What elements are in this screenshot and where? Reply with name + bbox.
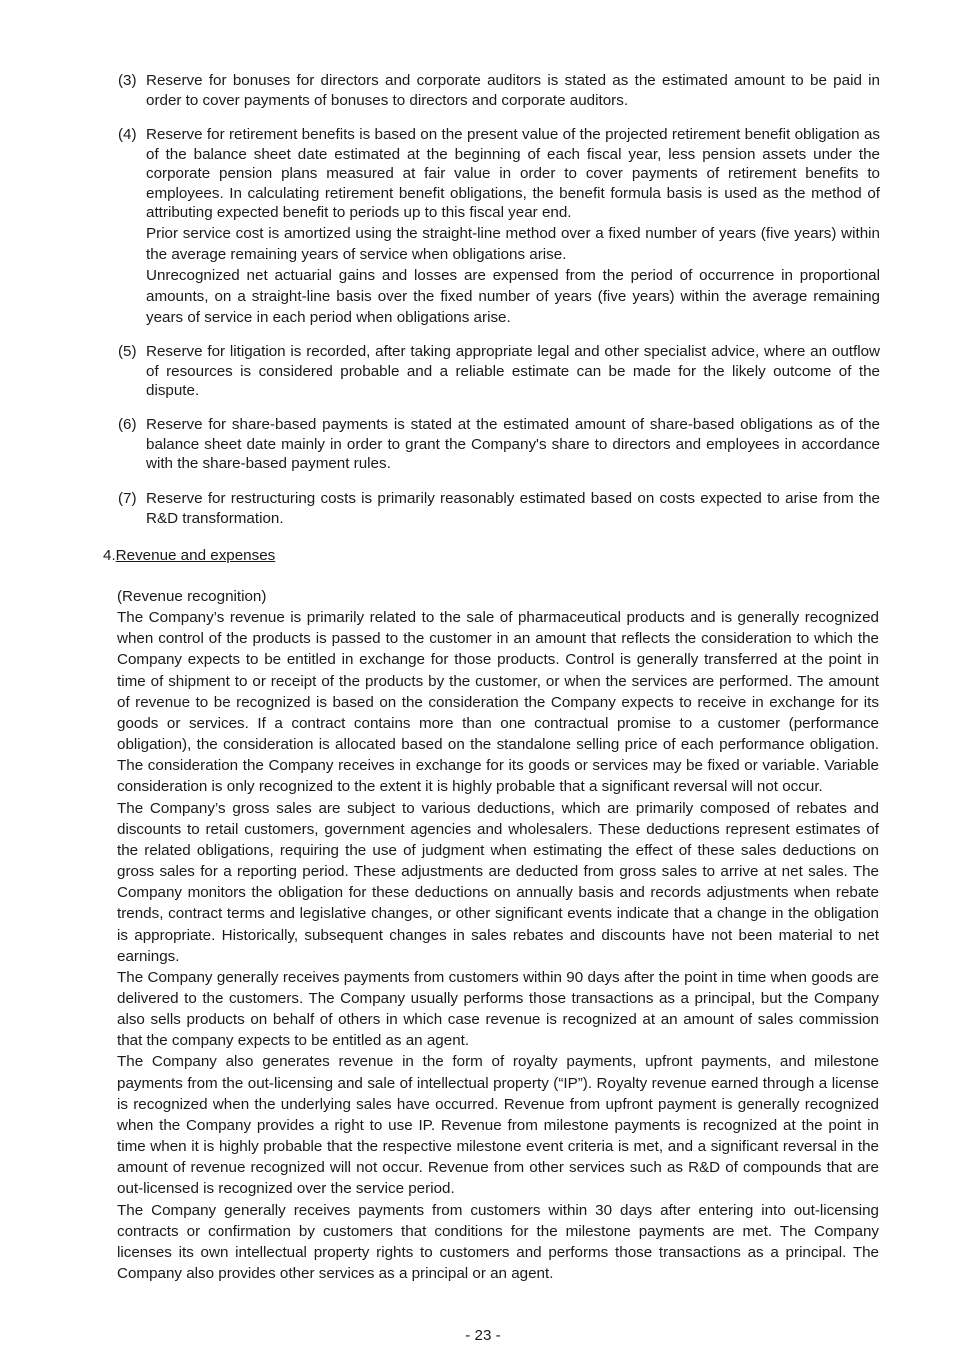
- section-paragraph: The Company also generates revenue in the form of royalty payments, upfront payments, and milestone payments from the out-licensing and sale of intellectual property (“IP”). Royalty revenue earned through a license is recognized when the underlying sales have occurred. Revenue from upfront payment is generally recognized when the Company provides a right to use IP. Revenue from milestone payments is recognized at the point in time when it is highly probable that the respective milestone event criteria is met, and a significant reversal in the amount of revenue recognized will not occur. Revenue from other services such as R&D of compounds that are out-licensed is recognized over the service period.: [117, 1053, 879, 1198]
- item-5: [118, 342, 880, 401]
- item-paragraph: Reserve for retirement benefits is based on the present value of the projected retirement benefit obligation as of the balance sheet date estimated at the beginning of each fiscal year, less pension assets under the corporate pension plans measured at fair value in order to cover payments of retirement benefits to employees. In calculating retirement benefit obligations, the benefit formula basis is used as the method of attributing expected benefit to periods up to this fiscal year end.: [146, 126, 880, 222]
- item-paragraph: Reserve for restructuring costs is primarily reasonably estimated based on costs expected to arise from the R&D transformation.: [146, 490, 880, 527]
- section-body: [117, 586, 879, 1284]
- page-number: - 23 -: [465, 1327, 501, 1344]
- item-paragraph: Prior service cost is amortized using the straight-line method over a fixed number of years (five years) within the average remaining years of service when obligations arise.: [146, 224, 880, 263]
- item-6: [118, 415, 880, 474]
- section-number: 4.: [103, 547, 116, 564]
- section-title: Revenue and expenses: [115, 547, 276, 564]
- section-heading: [103, 546, 275, 566]
- item-number: (5): [118, 343, 137, 360]
- item-3: [118, 71, 880, 110]
- item-body: [146, 125, 880, 328]
- item-body: [146, 415, 880, 474]
- item-paragraph: Reserve for litigation is recorded, after taking appropriate legal and other specialist advice, where an outflow of resources is considered probable and a reliable estimate can be made for the likely outcome of the dispute.: [146, 343, 880, 400]
- item-paragraph: Reserve for share-based payments is stated at the estimated amount of share-based obligations as of the balance sheet date mainly in order to grant the Company's share to directors and employees in accordance with the share-based payment rules.: [146, 416, 880, 473]
- item-7: [118, 489, 880, 528]
- section-paragraph: The Company generally receives payments from customers within 90 days after the point in time when goods are delivered to the customers. The Company usually performs those transactions as a principal, but the Company also sells products on behalf of others in which case revenue is recognized at an amount of sales commission that the company expects to be entitled as an agent.: [117, 968, 879, 1050]
- item-number: (3): [118, 72, 137, 89]
- item-paragraph: Reserve for bonuses for directors and corporate auditors is stated as the estimated amount to be paid in order to cover payments of bonuses to directors and corporate auditors.: [146, 72, 880, 109]
- section-paragraph: The Company’s revenue is primarily related to the sale of pharmaceutical products and is generally recognized when control of the products is passed to the customer in an amount that reflects the consideration to which the Company expects to be entitled in exchange for those products. Control is generally transferred at the point in time of shipment to or receipt of the products by the customer, or when the services are performed. The amount of revenue to be recognized is based on the consideration the Company expects to receive in exchange for its goods or services. If a contract contains more than one contractual promise to a customer (performance obligation), the consideration is allocated based on the standalone selling price of each performance obligation. The consideration the Company receives in exchange for its goods or services may be fixed or variable. Variable consideration is only recognized to the extent it is highly probable that a significant reversal will not occur.: [117, 609, 879, 796]
- item-body: [146, 342, 880, 401]
- item-4: [118, 125, 880, 328]
- item-number: (7): [118, 490, 137, 507]
- section-paragraph: The Company’s gross sales are subject to various deductions, which are primarily composed of rebates and discounts to retail customers, government agencies and wholesalers. These deductions represent estimates of the related obligations, requiring the use of judgment when estimating the effect of these sales deductions on gross sales for a reporting period. These adjustments are deducted from gross sales to arrive at net sales. The Company monitors the obligation for these deductions on annually basis and records adjustments when rebate trends, contract terms and legislative changes, or other significant events indicate that a change in the obligation is appropriate. Historically, subsequent changes in sales rebates and discounts have not been material to net earnings.: [117, 799, 879, 965]
- item-number: (4): [118, 126, 137, 143]
- item-body: [146, 489, 880, 528]
- section-paragraph: The Company generally receives payments from customers within 30 days after entering into out-licensing contracts or confirmation by customers that conditions for the milestone payments are met. The Company licenses its own intellectual property rights to customers and performs those transactions as a principal. The Company also provides other services as a principal or an agent.: [117, 1201, 879, 1282]
- item-body: [146, 71, 880, 110]
- section-sublabel: (Revenue recognition): [117, 588, 267, 605]
- item-paragraph: Unrecognized net actuarial gains and losses are expensed from the period of occurrence in proportional amounts, on a straight-line basis over the fixed number of years (five years) within the average remaining years of service in each period when obligations arise.: [146, 266, 880, 326]
- item-number: (6): [118, 416, 137, 433]
